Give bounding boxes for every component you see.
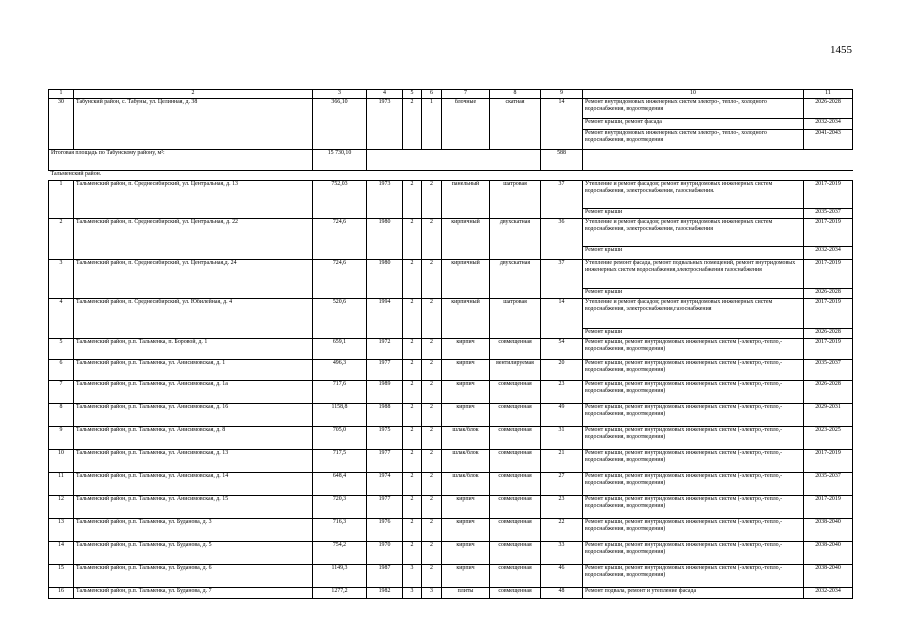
work-description-cell: Ремонт крыши, ремонт внутридомовых инженерных систем (-электро,-тепло,- водоснабжения, водоотведения) — [583, 564, 804, 587]
year-cell: 1987 — [367, 564, 403, 587]
entrances-cell: 2 — [422, 449, 442, 472]
year-cell: 1977 — [367, 359, 403, 380]
year-cell: 1972 — [367, 338, 403, 359]
address-cell: Тальменский район, р.п. Тальменка, ул. Анисимовская, д. 14 — [74, 472, 313, 495]
row-number: 12 — [49, 495, 74, 518]
roof-type-cell: совмещенная — [490, 426, 541, 449]
total-area: 15 730,10 — [313, 149, 367, 170]
table-row — [49, 359, 853, 380]
table-row — [49, 380, 853, 403]
work-period-cell: 2017-2019 — [804, 495, 853, 518]
area-cell: 1277,2 — [313, 587, 367, 598]
residents-cell: 20 — [541, 359, 583, 380]
floors-cell: 2 — [403, 298, 422, 338]
year-cell: 1973 — [367, 98, 403, 149]
work-period-cell: 2026-2028 — [804, 380, 853, 403]
floors-cell: 3 — [403, 587, 422, 598]
year-cell: 1974 — [367, 472, 403, 495]
entrances-cell: 2 — [422, 426, 442, 449]
work-period-cell: 2023-2025 — [804, 426, 853, 449]
area-cell: 648,4 — [313, 472, 367, 495]
work-period-cell: 2026-2028 — [804, 288, 853, 298]
floors-cell: 2 — [403, 541, 422, 564]
area-cell: 754,2 — [313, 541, 367, 564]
work-description-cell: Утепление и ремонт фасадов; ремонт внутридомовых инженерных систем водоснабжения, электроснабжения, газоснабжения. — [583, 180, 804, 208]
table-row — [49, 472, 853, 495]
address-cell: Тальменский район, р.п. Тальменка, ул. Буданова, д. 3 — [74, 518, 313, 541]
area-cell: 366,10 — [313, 98, 367, 149]
wall-material-cell: кирпич — [442, 564, 490, 587]
roof-type-cell: совмещенная — [490, 495, 541, 518]
column-number: 8 — [490, 90, 541, 99]
table-row — [49, 180, 853, 208]
table-row — [49, 564, 853, 587]
area-cell: 724,6 — [313, 259, 367, 298]
roof-type-cell: скатная — [490, 98, 541, 149]
entrances-cell: 2 — [422, 298, 442, 338]
roof-type-cell: совмещенная — [490, 587, 541, 598]
year-cell: 1977 — [367, 449, 403, 472]
entrances-cell: 1 — [422, 98, 442, 149]
total-label: Итоговая площадь по Табунскому району, м²: — [49, 149, 313, 170]
roof-type-cell: шатровая — [490, 180, 541, 218]
work-description-cell: Утепление ремонт фасада, ремонт подвальных помещений, ремонт внутридомовых инженерных систем водоснабжения,электроснабжения газоснабжения — [583, 259, 804, 288]
entrances-cell: 3 — [422, 587, 442, 598]
floors-cell: 2 — [403, 98, 422, 149]
roof-type-cell: совмещенная — [490, 541, 541, 564]
roof-type-cell: двухскатная — [490, 218, 541, 259]
floors-cell: 2 — [403, 426, 422, 449]
work-period-cell: 2017-2019 — [804, 218, 853, 246]
row-number: 2 — [49, 218, 74, 259]
residents-cell: 21 — [541, 449, 583, 472]
residents-cell: 22 — [541, 518, 583, 541]
work-description-cell: Ремонт крыши, ремонт внутридомовых инженерных систем (-электро,-тепло,- водоснабжения, водоотведения) — [583, 359, 804, 380]
work-description-cell: Утепление и ремонт фасадов; ремонт внутридомовых инженерных систем водоснабжения, электроснабжения, газоснабжения — [583, 218, 804, 246]
work-description-cell: Ремонт крыши, ремонт внутридомовых инженерных систем (-электро,-тепло,- водоснабжения, водоотведения) — [583, 541, 804, 564]
floors-cell: 2 — [403, 338, 422, 359]
floors-cell: 2 — [403, 449, 422, 472]
wall-material-cell: кирпичный — [442, 218, 490, 259]
table-row — [49, 259, 853, 288]
district-title: Тальменский район. — [49, 170, 853, 180]
area-cell: 1149,3 — [313, 564, 367, 587]
row-number: 10 — [49, 449, 74, 472]
table-row — [49, 298, 853, 328]
roof-type-cell: совмещенная — [490, 518, 541, 541]
work-description-cell: Ремонт внутридомовых инженерных систем электро-, тепло-, холодного водоснабжения, водоотведения — [583, 98, 804, 118]
wall-material-cell: шлак/блок — [442, 472, 490, 495]
area-cell: 717,5 — [313, 449, 367, 472]
wall-material-cell: кирпич — [442, 380, 490, 403]
work-description-cell: Ремонт крыши, ремонт внутридомовых инженерных систем (-электро,-тепло,- водоснабжения, водоотведения) — [583, 380, 804, 403]
floors-cell: 2 — [403, 359, 422, 380]
work-period-cell: 2035-2037 — [804, 359, 853, 380]
row-number: 1 — [49, 180, 74, 218]
column-number: 7 — [442, 90, 490, 99]
address-cell: Тальменский район, р.п. Тальменка, ул. Буданова, д. 6 — [74, 564, 313, 587]
residents-cell: 54 — [541, 338, 583, 359]
table-row — [49, 426, 853, 449]
work-description-cell: Ремонт крыши, ремонт внутридомовых инженерных систем (-электро,-тепло,- водоснабжения, водоотведения) — [583, 338, 804, 359]
entrances-cell: 2 — [422, 564, 442, 587]
row-number: 9 — [49, 426, 74, 449]
work-period-cell: 2032-2034 — [804, 246, 853, 259]
address-cell: Тальменский район, р.п. Тальменка, ул. Буданова, д. 5 — [74, 541, 313, 564]
residents-cell: 23 — [541, 380, 583, 403]
table-row — [49, 403, 853, 426]
wall-material-cell: кирпич — [442, 541, 490, 564]
wall-material-cell: кирпич — [442, 495, 490, 518]
residents-cell: 36 — [541, 218, 583, 259]
wall-material-cell: кирпич — [442, 359, 490, 380]
wall-material-cell: блочные — [442, 98, 490, 149]
column-number: 1 — [49, 90, 74, 99]
year-cell: 1976 — [367, 518, 403, 541]
floors-cell: 2 — [403, 180, 422, 218]
entrances-cell: 2 — [422, 518, 442, 541]
work-description-cell: Ремонт крыши, ремонт внутридомовых инженерных систем (-электро,-тепло,- водоснабжения, водоотведения) — [583, 449, 804, 472]
area-cell: 716,3 — [313, 518, 367, 541]
column-number: 6 — [422, 90, 442, 99]
table-row — [49, 518, 853, 541]
roof-type-cell: совмещенная — [490, 564, 541, 587]
year-cell: 1989 — [367, 380, 403, 403]
row-number: 4 — [49, 298, 74, 338]
entrances-cell: 2 — [422, 180, 442, 218]
work-period-cell: 2017-2019 — [804, 298, 853, 328]
work-period-cell: 2038-2040 — [804, 518, 853, 541]
row-number: 30 — [49, 98, 74, 149]
floors-cell: 2 — [403, 518, 422, 541]
address-cell: Тальменский район, п. Среднесибирский, ул. Центральная, д. 13 — [74, 180, 313, 218]
address-cell: Тальменский район, р.п. Тальменка, ул. Анисимовская, д. 15 — [74, 495, 313, 518]
entrances-cell: 2 — [422, 259, 442, 298]
address-cell: Тальменский район, р.п. Тальменка, ул. Анисимовская, д. 1 — [74, 359, 313, 380]
work-description-cell: Ремонт внутридомовых инженерных систем электро-, тепло-, холодного водоснабжения, водоотведения — [583, 129, 804, 149]
floors-cell: 2 — [403, 403, 422, 426]
residents-cell: 37 — [541, 259, 583, 298]
table-row — [49, 587, 853, 598]
row-number: 7 — [49, 380, 74, 403]
row-number: 15 — [49, 564, 74, 587]
residents-cell: 23 — [541, 495, 583, 518]
work-period-cell: 2038-2040 — [804, 564, 853, 587]
entrances-cell: 2 — [422, 541, 442, 564]
wall-material-cell: кирпичный — [442, 298, 490, 338]
work-period-cell: 2038-2040 — [804, 541, 853, 564]
column-number: 10 — [583, 90, 804, 99]
residents-cell: 33 — [541, 541, 583, 564]
floors-cell: 2 — [403, 218, 422, 259]
work-description-cell: Ремонт крыши — [583, 288, 804, 298]
residents-cell: 49 — [541, 403, 583, 426]
address-cell: Тальменский район, р.п. Тальменка, ул. Анисимовская, д. 13 — [74, 449, 313, 472]
work-description-cell: Ремонт крыши — [583, 328, 804, 338]
column-number: 11 — [804, 90, 853, 99]
entrances-cell: 2 — [422, 359, 442, 380]
work-description-cell: Утепление и ремонт фасадов; ремонт внутридомовых инженерных систем водоснабжения, электроснабжения,газоснабжения — [583, 298, 804, 328]
column-number: 2 — [74, 90, 313, 99]
area-cell: 724,6 — [313, 218, 367, 259]
residents-cell: 37 — [541, 180, 583, 218]
residents-cell: 31 — [541, 426, 583, 449]
district-section-row — [49, 170, 853, 180]
roof-type-cell: совмещенная — [490, 380, 541, 403]
work-period-cell: 2032-2034 — [804, 587, 853, 598]
row-number: 6 — [49, 359, 74, 380]
address-cell: Тальменский район, р.п. Тальменка, п. Боровой, д. 1 — [74, 338, 313, 359]
table-row — [49, 495, 853, 518]
year-cell: 1970 — [367, 541, 403, 564]
entrances-cell: 2 — [422, 495, 442, 518]
table-row — [49, 98, 853, 118]
district-total-row — [49, 149, 853, 170]
floors-cell: 2 — [403, 380, 422, 403]
residents-cell: 27 — [541, 472, 583, 495]
wall-material-cell: шлак/блок — [442, 449, 490, 472]
table-row — [49, 541, 853, 564]
row-number: 11 — [49, 472, 74, 495]
year-cell: 1988 — [367, 403, 403, 426]
floors-cell: 3 — [403, 564, 422, 587]
row-number: 13 — [49, 518, 74, 541]
roof-type-cell: вентилируемая — [490, 359, 541, 380]
floors-cell: 2 — [403, 472, 422, 495]
work-period-cell: 2026-2028 — [804, 98, 853, 118]
work-description-cell: Ремонт крыши, ремонт внутридомовых инженерных систем (-электро,-тепло,- водоснабжения, водоотведения) — [583, 495, 804, 518]
column-number: 9 — [541, 90, 583, 99]
address-cell: Табунский район, с. Табуны, ул. Целинная, д. 38 — [74, 98, 313, 149]
page-number: 1455 — [830, 44, 852, 56]
table-row — [49, 338, 853, 359]
row-number: 14 — [49, 541, 74, 564]
area-cell: 520,6 — [313, 298, 367, 338]
work-description-cell: Ремонт подвала, ремонт и утепление фасада — [583, 587, 804, 598]
row-number: 8 — [49, 403, 74, 426]
address-cell: Тальменский район, р.п. Тальменка, ул. Буданова, д. 7 — [74, 587, 313, 598]
year-cell: 1980 — [367, 259, 403, 298]
area-cell: 659,1 — [313, 338, 367, 359]
row-number: 16 — [49, 587, 74, 598]
wall-material-cell: плиты — [442, 587, 490, 598]
address-cell: Тальменский район, п. Среднесибирский, ул. Юбилейная, д. 4 — [74, 298, 313, 338]
total-spacer — [367, 149, 541, 170]
table-row — [49, 449, 853, 472]
address-cell: Тальменский район, р.п. Тальменка, ул. Анисимовская, д. 1а — [74, 380, 313, 403]
wall-material-cell: кирпич — [442, 338, 490, 359]
work-period-cell: 2017-2019 — [804, 449, 853, 472]
year-cell: 1975 — [367, 426, 403, 449]
residents-cell: 14 — [541, 98, 583, 149]
work-description-cell: Ремонт крыши, ремонт фасада — [583, 118, 804, 129]
year-cell: 1994 — [367, 298, 403, 338]
address-cell: Тальменский район, п. Среднесибирский, ул. Центральная, д. 22 — [74, 218, 313, 259]
work-period-cell: 2035-2037 — [804, 472, 853, 495]
row-number: 3 — [49, 259, 74, 298]
column-number-row — [49, 90, 853, 99]
work-period-cell: 2017-2019 — [804, 180, 853, 208]
work-period-cell: 2029-2031 — [804, 403, 853, 426]
entrances-cell: 2 — [422, 338, 442, 359]
residents-cell: 48 — [541, 587, 583, 598]
work-description-cell: Ремонт крыши — [583, 208, 804, 218]
area-cell: 705,0 — [313, 426, 367, 449]
housing-register-table — [48, 89, 853, 599]
year-cell: 1973 — [367, 180, 403, 218]
entrances-cell: 2 — [422, 472, 442, 495]
area-cell: 496,3 — [313, 359, 367, 380]
floors-cell: 2 — [403, 259, 422, 298]
wall-material-cell: шлак/блок — [442, 426, 490, 449]
residents-cell: 46 — [541, 564, 583, 587]
roof-type-cell: двухскатная — [490, 259, 541, 298]
entrances-cell: 2 — [422, 218, 442, 259]
work-period-cell: 2017-2019 — [804, 338, 853, 359]
floors-cell: 2 — [403, 495, 422, 518]
work-period-cell: 2017-2019 — [804, 259, 853, 288]
work-period-cell: 2032-2034 — [804, 118, 853, 129]
roof-type-cell: совмещенная — [490, 338, 541, 359]
address-cell: Тальменский район, п. Среднесибирский, ул. Центральная,д. 24 — [74, 259, 313, 298]
entrances-cell: 2 — [422, 403, 442, 426]
area-cell: 717,6 — [313, 380, 367, 403]
area-cell: 720,3 — [313, 495, 367, 518]
work-description-cell: Ремонт крыши — [583, 246, 804, 259]
work-description-cell: Ремонт крыши, ремонт внутридомовых инженерных систем (-электро,-тепло,- водоснабжения, водоотведения) — [583, 403, 804, 426]
total-spacer — [583, 149, 853, 170]
entrances-cell: 2 — [422, 380, 442, 403]
work-description-cell: Ремонт крыши, ремонт внутридомовых инженерных систем (-электро,-тепло,- водоснабжения, водоотведения) — [583, 426, 804, 449]
work-period-cell: 2035-2037 — [804, 208, 853, 218]
residents-cell: 14 — [541, 298, 583, 338]
work-description-cell: Ремонт крыши, ремонт внутридомовых инженерных систем (-электро,-тепло,- водоснабжения, водоотведения) — [583, 472, 804, 495]
work-period-cell: 2026-2028 — [804, 328, 853, 338]
roof-type-cell: совмещенная — [490, 403, 541, 426]
area-cell: 1158,8 — [313, 403, 367, 426]
column-number: 5 — [403, 90, 422, 99]
roof-type-cell: совмещенная — [490, 472, 541, 495]
table-row — [49, 218, 853, 246]
column-number: 3 — [313, 90, 367, 99]
year-cell: 1982 — [367, 587, 403, 598]
roof-type-cell: совмещенная — [490, 449, 541, 472]
address-cell: Тальменский район, р.п. Тальменка, ул. Анисимовская, д. 16 — [74, 403, 313, 426]
wall-material-cell: кирпич — [442, 518, 490, 541]
wall-material-cell: панельный — [442, 180, 490, 218]
total-residents: 588 — [541, 149, 583, 170]
wall-material-cell: кирпичный — [442, 259, 490, 298]
year-cell: 1977 — [367, 495, 403, 518]
year-cell: 1980 — [367, 218, 403, 259]
area-cell: 752,03 — [313, 180, 367, 218]
wall-material-cell: кирпич — [442, 403, 490, 426]
roof-type-cell: шатровая — [490, 298, 541, 338]
work-period-cell: 2041-2043 — [804, 129, 853, 149]
work-description-cell: Ремонт крыши, ремонт внутридомовых инженерных систем (-электро,-тепло,- водоснабжения, водоотведения) — [583, 518, 804, 541]
address-cell: Тальменский район, р.п. Тальменка, ул. Анисимовская, д. 8 — [74, 426, 313, 449]
column-number: 4 — [367, 90, 403, 99]
row-number: 5 — [49, 338, 74, 359]
